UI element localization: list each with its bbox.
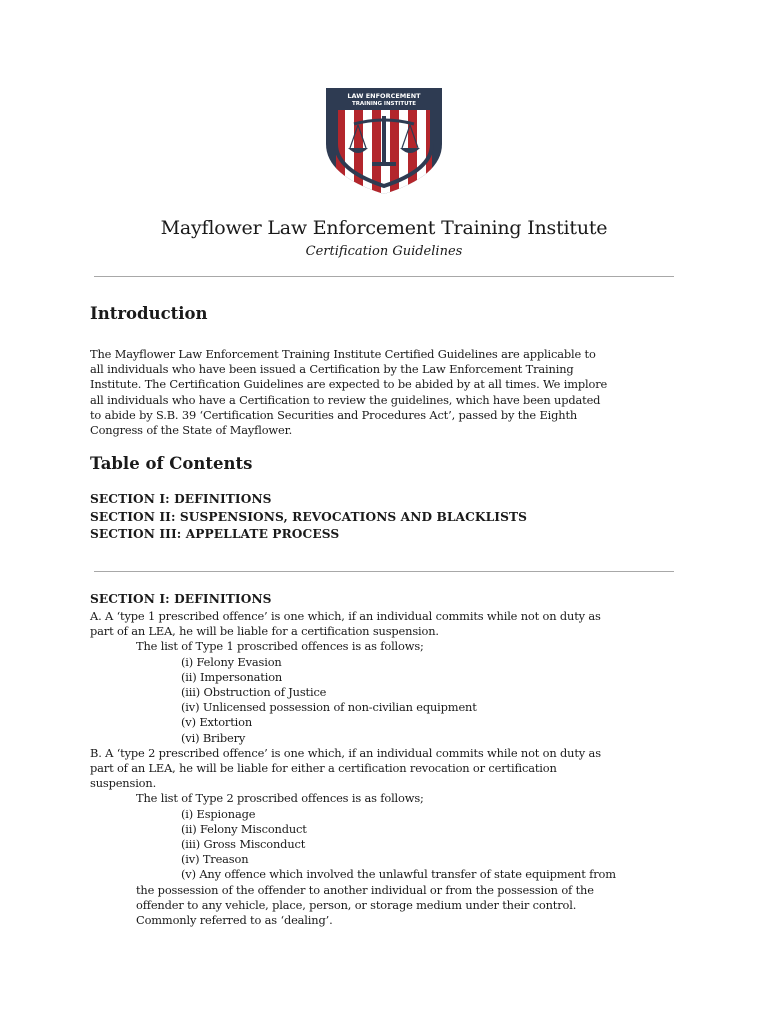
- list-intro: The list of Type 1 proscribed offences is as follows;: [136, 639, 424, 654]
- text-line: B. A ‘type 2 prescribed offence’ is one which, if an individual commits while not on duty as: [90, 745, 601, 760]
- list-item: (iv) Unlicensed possession of non-civilian equipment: [181, 700, 477, 715]
- introduction-paragraph: [90, 347, 680, 438]
- list-item-continuation: Commonly referred to as ‘dealing’.: [136, 913, 333, 928]
- text-line: A. A ‘type 1 prescribed offence’ is one which, if an individual commits while not on duty as: [90, 609, 601, 623]
- list-item: (iv) Treason: [181, 852, 249, 867]
- list-item: (i) Espionage: [181, 806, 256, 821]
- list-item: (ii) Impersonation: [181, 669, 283, 684]
- text-line: The Mayflower Law Enforcement Training Institute Certified Guidelines are applicable to: [90, 347, 596, 361]
- text-line: part of an LEA, he will be liable for a certification suspension.: [90, 624, 439, 639]
- text-line: suspension.: [90, 776, 157, 791]
- list-intro: The list of Type 2 proscribed offences is as follows;: [136, 791, 424, 806]
- institute-logo: [322, 84, 446, 196]
- section-body: [90, 609, 680, 928]
- section-heading: SECTION I: DEFINITIONS: [90, 592, 272, 606]
- list-item-continuation: offender to any vehicle, place, person, or storage medium under their control.: [136, 897, 577, 912]
- text-line: to abide by S.B. 39 ‘Certification Securities and Procedures Act’, passed by the Eighth: [90, 407, 578, 422]
- divider: [94, 571, 674, 572]
- text-line: Congress of the State of Mayflower.: [90, 423, 293, 438]
- list-item: (v) Extortion: [181, 715, 253, 730]
- toc-item[interactable]: SECTION II: SUSPENSIONS, REVOCATIONS AND BLACKLISTS: [90, 509, 528, 524]
- text-line: all individuals who have a Certification to review the guidelines, which have been updated: [90, 392, 601, 407]
- text-line: Institute. The Certification Guidelines are expected to be abided by at all times. We implore: [90, 377, 608, 392]
- divider: [94, 276, 674, 277]
- logo-text-line2: TRAINING INSTITUTE: [351, 101, 417, 107]
- introduction-heading: Introduction: [90, 304, 208, 323]
- toc-item[interactable]: SECTION III: APPELLATE PROCESS: [90, 527, 340, 541]
- list-item: (v) Any offence which involved the unlawful transfer of state equipment from: [181, 867, 616, 882]
- document-title: Mayflower Law Enforcement Training Institute: [160, 217, 608, 239]
- list-item: (ii) Felony Misconduct: [181, 821, 307, 836]
- list-item: (i) Felony Evasion: [181, 654, 282, 669]
- text-line: all individuals who have been issued a Certification by the Law Enforcement Training: [90, 362, 574, 377]
- list-item: (vi) Bribery: [181, 730, 246, 745]
- list-item: (iii) Obstruction of Justice: [181, 685, 327, 700]
- table-of-contents: [90, 491, 527, 544]
- list-item: (iii) Gross Misconduct: [181, 837, 306, 852]
- list-item-continuation: the possession of the offender to another individual or from the possession of the: [136, 882, 594, 897]
- text-line: part of an LEA, he will be liable for either a certification revocation or certification: [90, 761, 557, 776]
- toc-item[interactable]: SECTION I: DEFINITIONS: [90, 492, 272, 506]
- document-subtitle: Certification Guidelines: [305, 244, 463, 259]
- logo-text-line1: LAW ENFORCEMENT: [347, 92, 421, 100]
- toc-heading: Table of Contents: [90, 454, 253, 473]
